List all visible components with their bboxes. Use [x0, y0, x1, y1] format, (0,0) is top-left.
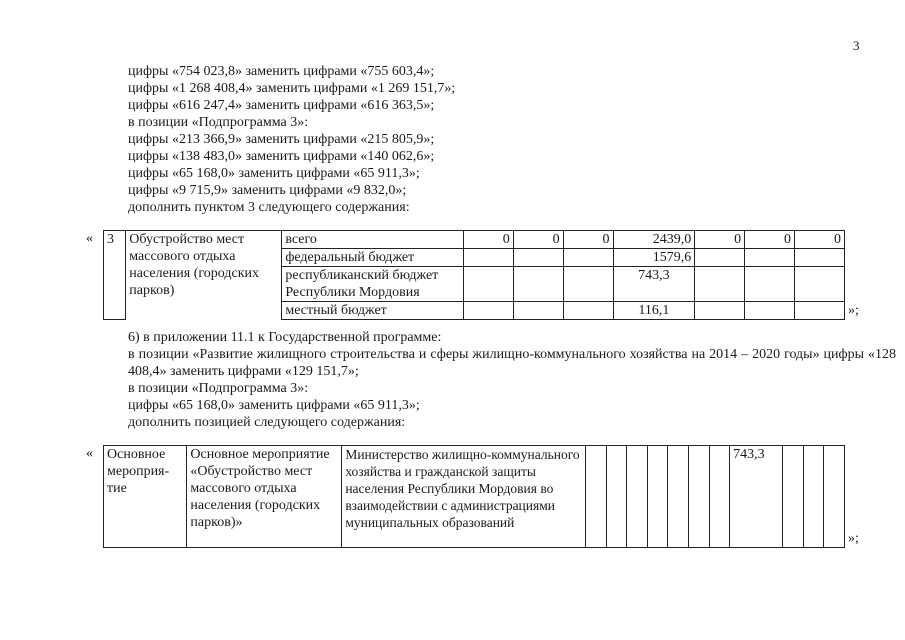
- item-6-heading: 6) в приложении 11.1 к Государственной программе:: [128, 330, 442, 345]
- close-quote: »;: [848, 303, 859, 318]
- cell-value: [695, 267, 745, 302]
- funding-source: федеральный бюджет: [282, 249, 464, 267]
- cell-value: [695, 249, 745, 267]
- intro-line: цифры «138 483,0» заменить цифрами «140 062,6»;: [128, 149, 435, 164]
- cell-value: 0: [695, 231, 745, 249]
- cell-value: 116,1: [613, 302, 695, 320]
- responsible-executor: Министерство жилищно-коммунального хозяйства и гражданской защиты населения Республики Мордовия во взаимодействии с администрациями муниципальных образований: [342, 446, 586, 548]
- funding-source: местный бюджет: [282, 302, 464, 320]
- cell-value: [803, 446, 824, 548]
- cell-value: 0: [563, 231, 613, 249]
- cell-value: [463, 267, 513, 302]
- close-quote: »;: [848, 531, 859, 546]
- cell-value: [745, 249, 795, 267]
- intro-line: цифры «213 366,9» заменить цифрами «215 805,9»;: [128, 132, 435, 147]
- cell-value: 2439,0: [613, 231, 695, 249]
- funding-source: всего: [282, 231, 464, 249]
- intro-line: цифры «754 023,8» заменить цифрами «755 603,4»;: [128, 64, 435, 79]
- cell-value: [745, 302, 795, 320]
- position-paragraph: в позиции «Развитие жилищного строительства и сферы жилищно-коммунального хозяйства на 2014 – 2020 годы» цифры «128 408,4» заменить цифрами «129 151,7»;: [128, 347, 896, 379]
- cell-value: [709, 446, 730, 548]
- cell-value: [783, 446, 804, 548]
- cell-value: 0: [795, 231, 845, 249]
- cell-value: [563, 249, 613, 267]
- cell-value: [513, 267, 563, 302]
- page-number: 3: [853, 38, 860, 53]
- subprogram-line: в позиции «Подпрограмма 3»:: [128, 381, 309, 396]
- cell-value: [563, 267, 613, 302]
- activity-type: Основное мероприя-тие: [104, 446, 187, 548]
- cell-value: [688, 446, 709, 548]
- open-quote: «: [86, 446, 93, 461]
- cell-value: [745, 267, 795, 302]
- cell-value: 743,3: [730, 446, 783, 548]
- cell-value: 743,3: [613, 267, 695, 302]
- cell-value: [563, 302, 613, 320]
- item-number: 3: [104, 231, 126, 320]
- intro-line: цифры «1 268 408,4» заменить цифрами «1 269 151,7»;: [128, 81, 456, 96]
- cell-value: [606, 446, 627, 548]
- cell-value: [695, 302, 745, 320]
- intro-line: в позиции «Подпрограмма 3»:: [128, 115, 309, 130]
- append-line: дополнить позицией следующего содержания:: [128, 415, 406, 430]
- cell-value: [627, 446, 648, 548]
- table-subprogram-item: [103, 230, 845, 320]
- cell-value: [668, 446, 689, 548]
- cell-value: [795, 267, 845, 302]
- cell-value: [586, 446, 607, 548]
- cell-value: 0: [513, 231, 563, 249]
- cell-value: [824, 446, 845, 548]
- digits-line: цифры «65 168,0» заменить цифрами «65 911,3»;: [128, 398, 420, 413]
- cell-value: [463, 249, 513, 267]
- open-quote: «: [86, 231, 93, 246]
- cell-value: [795, 302, 845, 320]
- intro-line: цифры «616 247,4» заменить цифрами «616 363,5»;: [128, 98, 435, 113]
- cell-value: [647, 446, 668, 548]
- cell-value: 0: [745, 231, 795, 249]
- funding-source: республиканский бюджет Республики Мордовия: [282, 267, 464, 302]
- cell-value: 1579,6: [613, 249, 695, 267]
- intro-line: цифры «9 715,9» заменить цифрами «9 832,0»;: [128, 183, 407, 198]
- table-row: [104, 231, 845, 249]
- cell-value: [513, 302, 563, 320]
- cell-value: [513, 249, 563, 267]
- cell-value: [795, 249, 845, 267]
- cell-value: 0: [463, 231, 513, 249]
- intro-line: цифры «65 168,0» заменить цифрами «65 911,3»;: [128, 166, 420, 181]
- activity-name: Основное мероприятие «Обустройство мест массового отдыха населения (городских парков)»: [187, 446, 342, 548]
- intro-line: дополнить пунктом 3 следующего содержания:: [128, 200, 410, 215]
- item-name: Обустройство мест массового отдыха населения (городских парков): [126, 231, 282, 320]
- table-row: [104, 446, 845, 548]
- cell-value: [463, 302, 513, 320]
- table-main-activity: [103, 445, 845, 548]
